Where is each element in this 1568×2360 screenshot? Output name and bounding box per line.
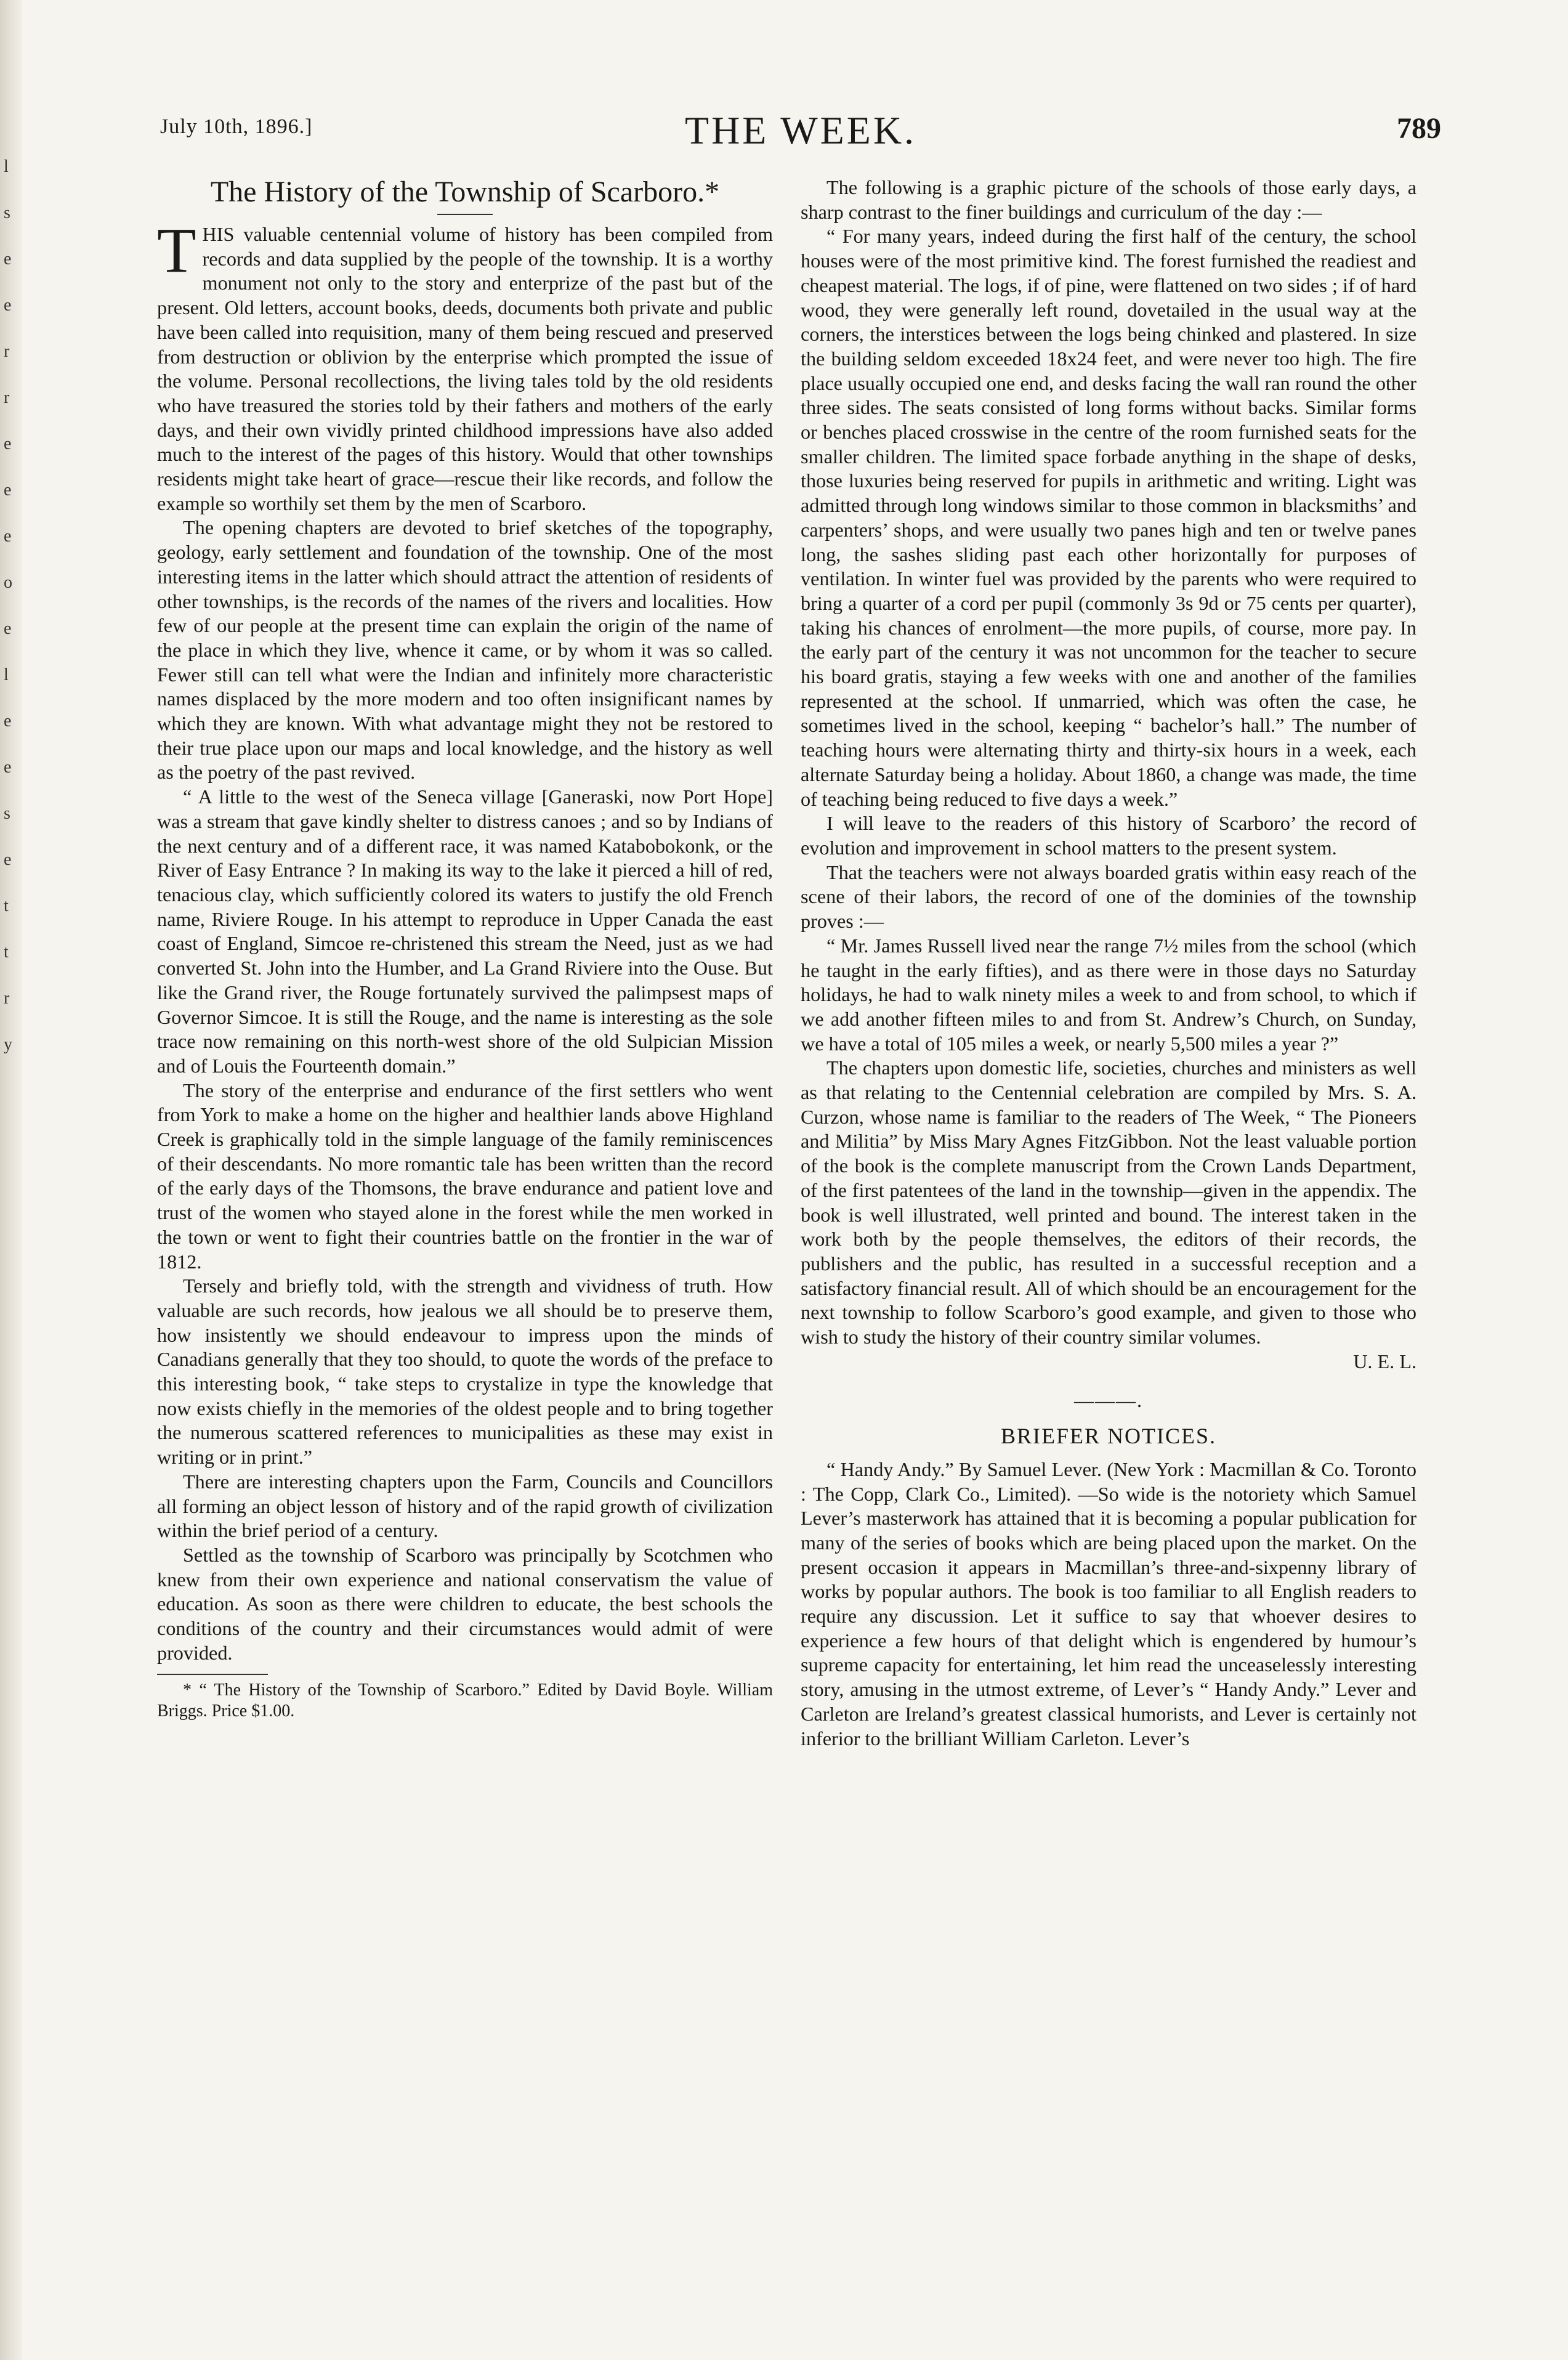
article-paragraph: That the teachers were not always boarded gratis within easy reach of the scene of their labors, the record of one of the dominies of the township proves :—: [801, 861, 1416, 933]
footnote: * “ The History of the Township of Scarboro.” Edited by David Boyle. William Briggs. Price $1.00.: [157, 1681, 773, 1721]
binding-mark: s: [4, 203, 10, 222]
article-paragraph-first: THIS valuable centennial volume of history has been compiled from records and data supplied by the people of the township. It is a worthy monument not only to the story and enterprize of the past but of the present. Old letters, account books, deeds, documents both private and public have been called into requisition, many of them being rescued and preserved from destruction or oblivion by the enterprise which prompted the issue of the volume. Personal recollections, the living tales told by the old residents who have treasured the stories told by their fathers and mothers of the early days, and their own vividly printed childhood impressions have also added much to the interest of the pages of this history. Would that other townships residents might take heart of grace—rescue their like records, and follow the example so worthily set them by the men of Scarboro.: [157, 215, 773, 514]
binding-mark: r: [4, 989, 10, 1008]
binding-mark: r: [4, 342, 10, 361]
binding-mark: o: [4, 573, 12, 592]
title-rule: [437, 214, 493, 215]
page-number: 789: [1397, 112, 1441, 145]
article-title: The History of the Township of Scarboro.*: [210, 176, 720, 208]
binding-mark: e: [4, 481, 12, 500]
right-column: [801, 176, 1416, 1751]
issue-date: July 10th, 1896.]: [160, 115, 313, 138]
binding-mark: l: [4, 665, 9, 684]
section-heading: BRIEFER NOTICES.: [1000, 1424, 1217, 1449]
binding-mark: t: [4, 943, 9, 962]
article-paragraph: The chapters upon domestic life, societies, churches and ministers as well as that relating to the Centennial celebration are compiled by Mrs. S. A. Curzon, whose name is familiar to the readers of The Week, “ The Pioneers and Militia” by Miss Mary Agnes FitzGibbon. Not the least valuable portion of the book is the complete manuscript from the Crown Lands Department, of the first patentees of the land in the township—given in the appendix. The book is well illustrated, well printed and bound. The interest taken in the work both by the people themselves, the editors of their records, the publishers and the public, has resulted in a successful reception and a satisfactory financial result. All of which should be an encouragement for the next township to follow Scarboro’s good example, and given to those who wish to study the history of their country similar volumes.: [801, 1056, 1416, 1348]
binding-mark: r: [4, 388, 10, 407]
binding-mark: e: [4, 434, 12, 453]
article-paragraph: The following is a graphic picture of the schools of those early days, a sharp contrast to the finer buildings and curriculum of the day :—: [801, 176, 1416, 223]
binding-mark: t: [4, 896, 9, 915]
binding-mark: e: [4, 758, 12, 777]
binding-mark: e: [4, 249, 12, 269]
article-paragraph: The story of the enterprise and endurance of the first settlers who went from York to make a home on the higher and healthier lands above Highland Creek is graphically told in the simple language of the family reminiscences of their descendants. No more romantic tale has been written than the record of the early days of the Thomsons, the brave endurance and patient love and trust of the women who stayed alone in the forest while the men worked in the town or went to fight their countries battle on the frontier in the war of 1812.: [157, 1079, 773, 1273]
article-signature: U. E. L.: [1353, 1350, 1416, 1373]
binding-mark: e: [4, 712, 12, 731]
drop-cap: T: [157, 215, 196, 286]
page-binding-edge: [0, 0, 22, 2360]
article-paragraph: “ A little to the west of the Seneca village [Ganeraski, now Port Hope] was a stream that gave kindly shelter to distress canoes ; and so by Indians of the next century and of a different race, it was named Katabobokonk, or the River of Easy Entrance ? In making its way to the lake it pierced a hill of red, tenacious clay, which sufficiently colored its waters to justify the old French name, Riviere Rouge. In his attempt to reproduce in Upper Canada the east coast of England, Simcoe re-christened this stream the Need, just as we had converted St. John into the Humber, and La Grand Riviere into the Ouse. But like the Grand river, the Rouge fortunately survived the palimpsest maps of Governor Simcoe. It is still the Rouge, and the name is interesting as the sole trace now remaining on this north-west shore of the old Sulpician Mission and of Louis the Fourteenth domain.”: [157, 785, 773, 1077]
article-paragraph: I will leave to the readers of this history of Scarboro’ the record of evolution and improvement in school matters to the present system.: [801, 812, 1416, 859]
binding-mark: e: [4, 296, 12, 315]
binding-mark: e: [4, 619, 12, 638]
binding-mark: y: [4, 1035, 12, 1054]
footnote-rule: [157, 1674, 268, 1675]
section-separator: ———.: [1074, 1389, 1143, 1412]
page-header: [160, 108, 1441, 157]
article-paragraph: Settled as the township of Scarboro was principally by Scotchmen who knew from their own experience and national conservatism the value of education. As soon as there were children to educate, the best schools the conditions of the country and their circumstances would admit of were provided.: [157, 1543, 773, 1664]
binding-mark: e: [4, 527, 12, 546]
article-paragraph: The opening chapters are devoted to brief sketches of the topography, geology, early settlement and foundation of the township. One of the most interesting items in the latter which should attract the attention of residents of other townships, is the records of the names of the rivers and localities. How few of our people at the present time can explain the origin of the name of the place in which they live, whence it came, or by whom it was so called. Fewer still can tell what were the Indian and infinitely more characteristic names displaced by the more modern and too often insignificant names by which they are known. With what advantage might they not be restored to their true place upon our maps and local knowledge, and the history as well as the poetry of the past revived.: [157, 516, 773, 784]
article-paragraph: Tersely and briefly told, with the strength and vividness of truth. How valuable are such records, how jealous we all should be to preserve them, how insistently we should endeavour to impress upon the minds of Canadians generally that they too should, to quote the words of the preface to this interesting book, “ take steps to crystalize in type the knowledge that now exists chiefly in the memories of the oldest people and to bring together the numerous scattered references to municipalities as these may exist in writing or in print.”: [157, 1275, 773, 1469]
publication-title: THE WEEK.: [684, 108, 917, 152]
article-paragraph: There are interesting chapters upon the Farm, Councils and Councillors all forming an object lesson of history and of the rapid growth of civilization within the brief period of a century.: [157, 1470, 773, 1542]
left-column: [157, 176, 773, 1722]
article-quote: “ For many years, indeed during the first half of the century, the school houses were of the most primitive kind. The forest furnished the readiest and cheapest material. The logs, if of pine, were flattened on two sides ; if of hard wood, they were generally left round, dovetailed in the usual way at the corners, the interstices between the logs being chinked and plastered. In size the building seldom exceeded 18x24 feet, and were never too high. The fire place usually occupied one end, and desks facing the wall ran round the other three sides. The seats consisted of long forms without backs. Similar forms or benches placed crosswise in the centre of the room furnished seats for the smaller children. The limited space forbade anything in the shape of desks, those luxuries being reserved for pupils in arithmetic and writing. Light was admitted through long windows similar to those common in blacksmiths’ and carpenters’ shops, and were usually two panes high and ten or twelve panes long, the sashes sliding past each other horizontally for purposes of ventilation. In winter fuel was provided by the parents who were required to bring a quarter of a cord per pupil (commonly 3s 9d or 75 cents per quarter), taking his chances of enrolment—the more pupils, of course, more pay. In the early part of the century it was not uncommon for the teacher to secure his board gratis, staying a few weeks with one and another of the families represented at the school. If unmarried, which was often the case, he sometimes lived in the school, keeping “ bachelor’s hall.” The number of teaching hours were alternating thirty and thirty-six hours in a week, each alternate Saturday being a holiday. About 1860, a change was made, the time of teaching being reduced to five days a week.”: [801, 225, 1416, 810]
article-quote: “ Mr. James Russell lived near the range 7½ miles from the school (which he taught in the early fifties), and as there were in those days no Saturday holidays, he had to walk ninety miles a week to and from school, to which if we add another fifteen miles to and from St. Andrew’s Church, on Sunday, we have a total of 105 miles a week, or nearly 5,500 miles a year ?”: [801, 934, 1416, 1055]
binding-mark: e: [4, 850, 12, 869]
notice-paragraph: “ Handy Andy.” By Samuel Lever. (New York : Macmillan & Co. Toronto : The Copp, Clark Co., Limited). —So wide is the notoriety which Samuel Lever’s masterwork has attained that it is becoming a popular publication for many of the series of books which are being placed upon the market. On the present occasion it appears in Macmillan’s three-and-sixpenny library of works by popular authors. The book is too familiar to all English readers to require any discussion. Let it suffice to say that whoever desires to experience a few hours of that delight which is engendered by humour’s supreme capacity for entertaining, let him read the unceaselessly interesting story, amusing in the utmost extreme, of Lever’s “ Handy Andy.” Lever and Carleton are Ireland’s greatest classical humorists, and Lever is certainly not inferior to the brilliant William Carleton. Lever’s: [801, 1458, 1416, 1750]
binding-mark: s: [4, 804, 10, 823]
binding-mark: l: [4, 157, 9, 176]
